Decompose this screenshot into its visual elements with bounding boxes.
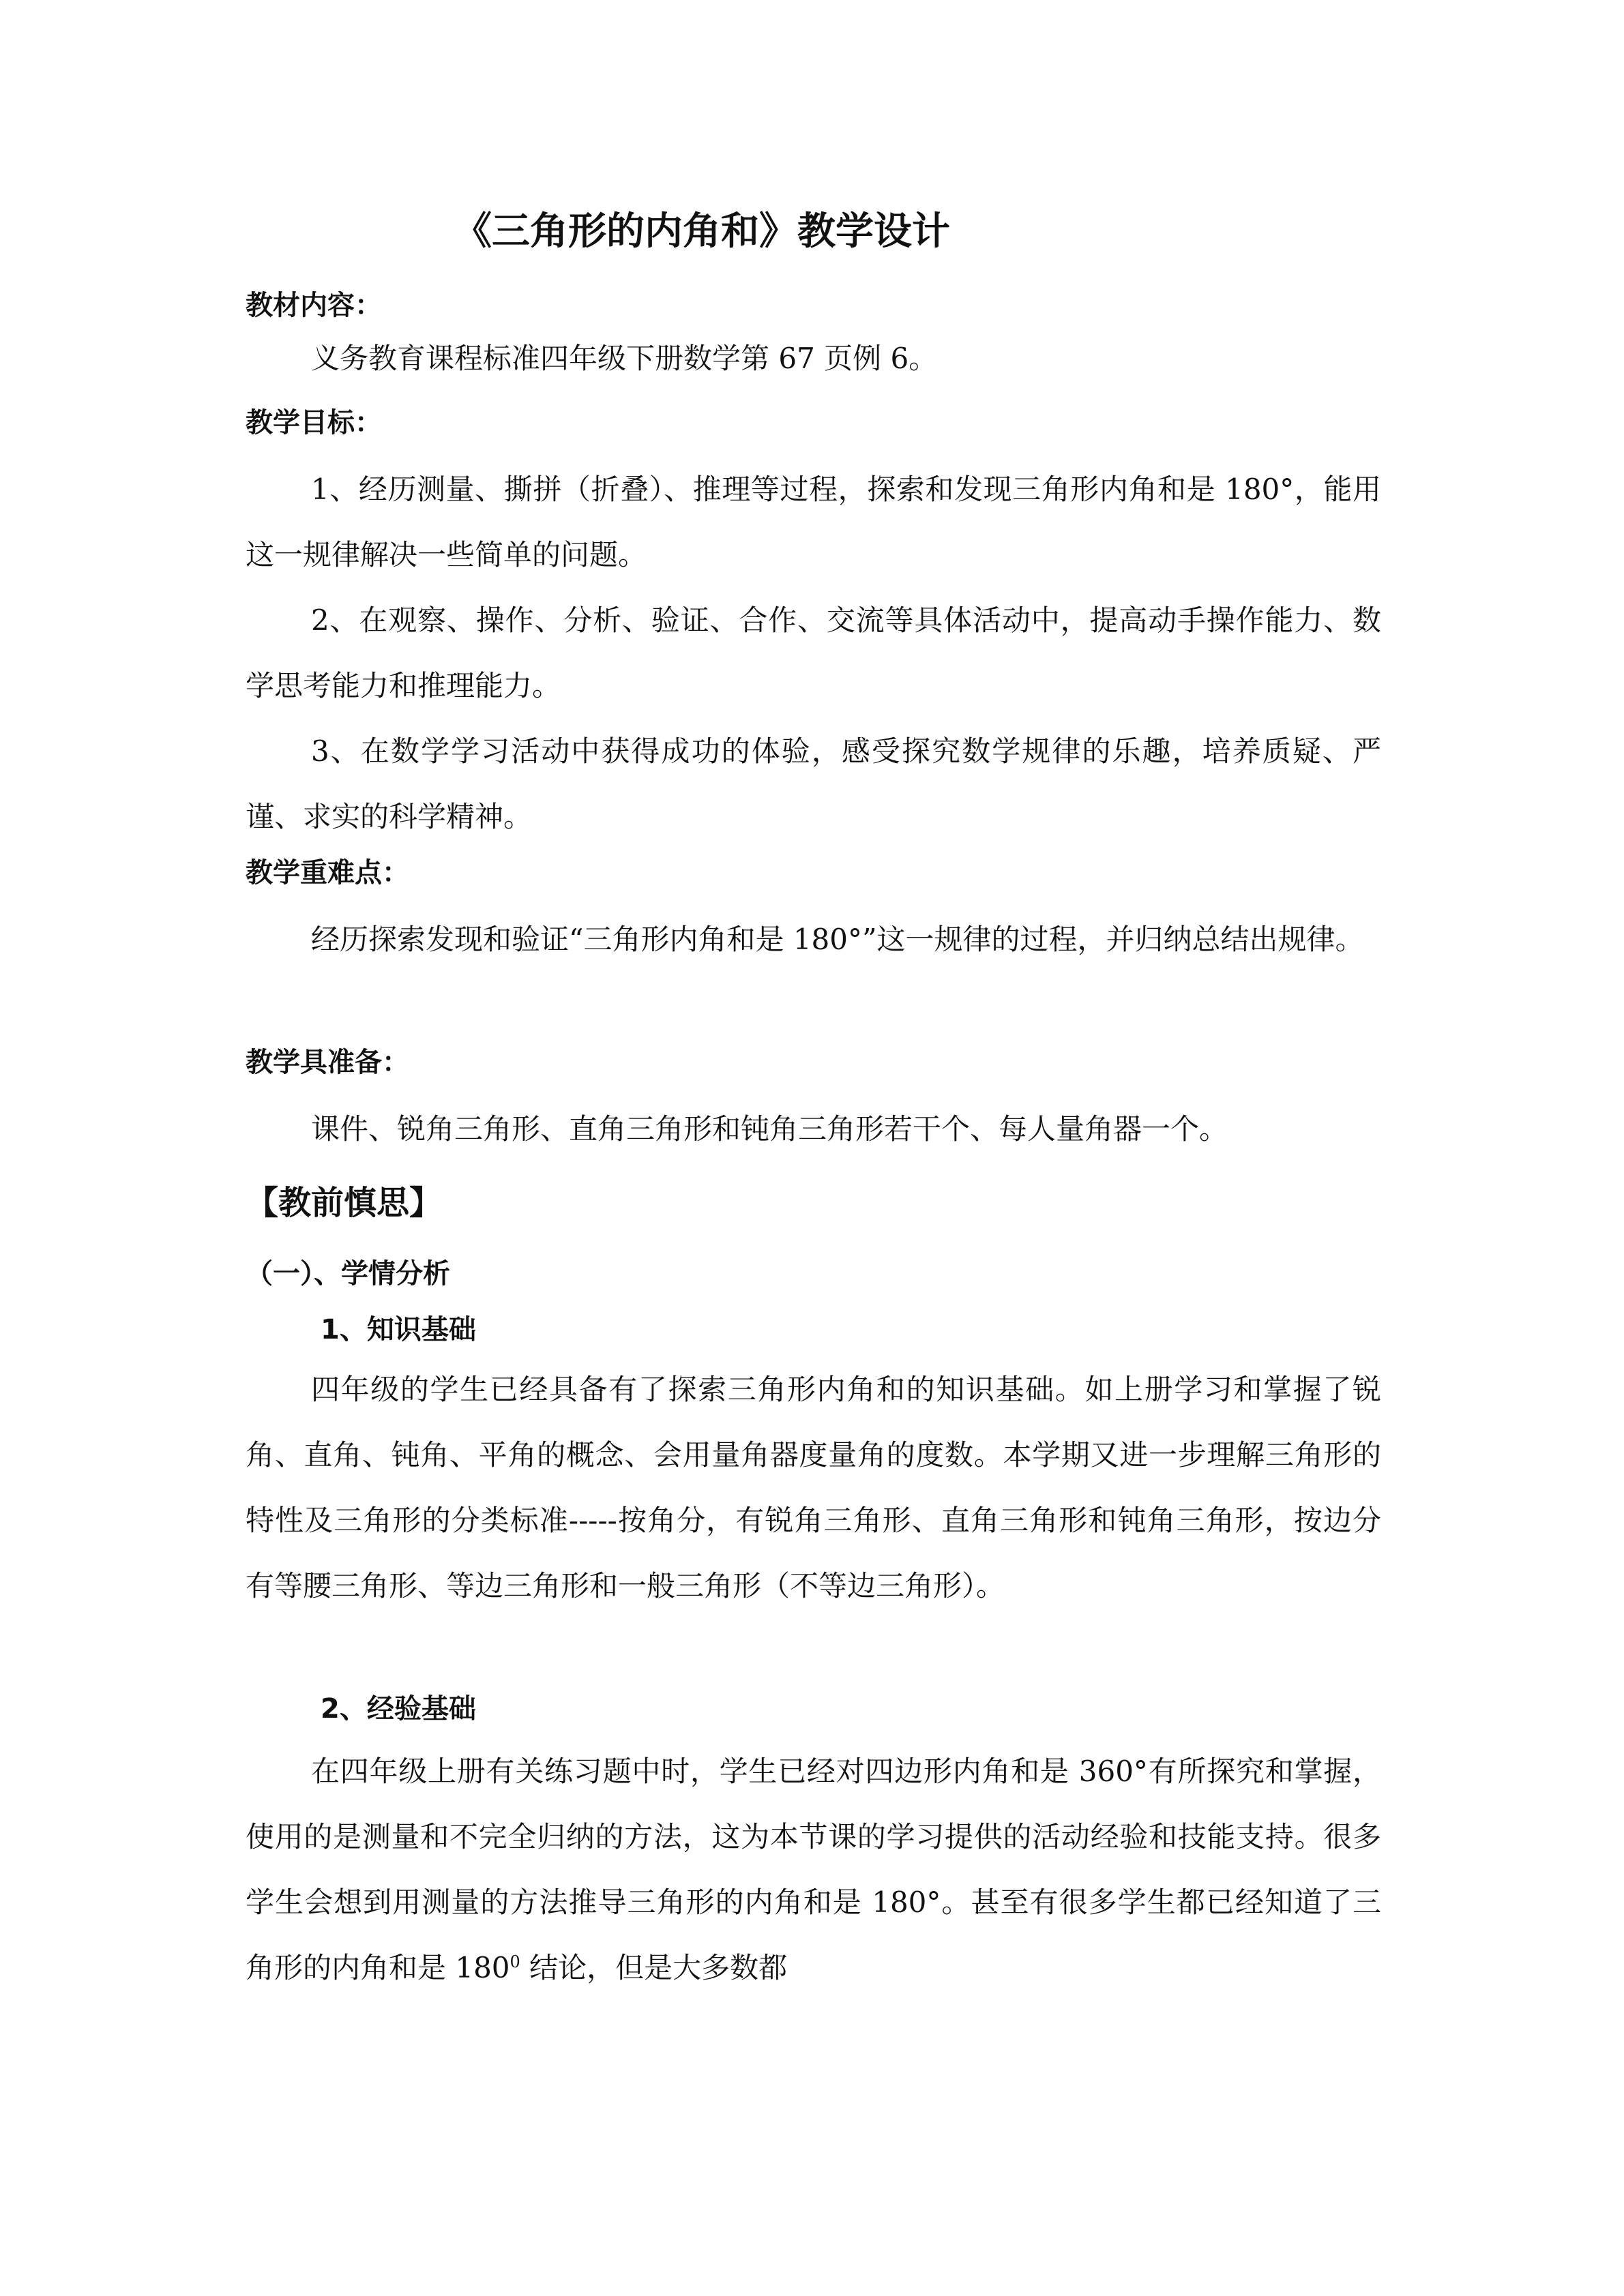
objectives-heading: 教学目标： [246,407,382,438]
material-heading: 教材内容： [246,290,382,321]
key-points-text: 经历探索发现和验证“三角形内角和是 180°”这一规律的过程，并归纳总结出规律。 [311,923,1364,956]
degree-superscript: 0 [510,1952,520,1971]
materials-prep-text: 课件、锐角三角形、直角三角形和钝角三角形若干个、每人量角器一个。 [311,1112,1228,1146]
document-title: 《三角形的内角和》教学设计 [454,209,950,254]
materials-prep-heading: 教学具准备： [246,1047,409,1078]
objective-item-2: 2、在观察、操作、分析、验证、合作、交流等具体活动中，提高动手操作能力、数学思考能力和推理能力。 [246,603,1381,702]
objective-item-1: 1、经历测量、撕拼（折叠）、推理等过程，探索和发现三角形内角和是 180°，能用这一规律解决一些简单的问题。 [246,473,1381,571]
key-points-heading: 教学重难点： [246,857,409,889]
analysis-subsection-heading: （一）、学情分析 [246,1258,450,1289]
experience-heading: 2、经验基础 [321,1693,476,1725]
experience-text [246,1739,1381,2001]
knowledge-heading: 1、知识基础 [321,1314,476,1345]
knowledge-text: 四年级的学生已经具备有了探索三角形内角和的知识基础。如上册学习和掌握了锐角、直角、钝角、平角的概念、会用量角器度量角的度数。本学期又进一步理解三角形的特性及三角形的分类标准-----按角分，有锐角三角形、直角三角形和钝角三角形，按边分有等腰三角形、等边三角形和一般三角形（不等边三角形）。 [246,1373,1381,1602]
pre-thinking-heading: 【教前慎思】 [246,1184,443,1222]
material-text: 义务教育课程标准四年级下册数学第 67 页例 6。 [311,342,938,375]
experience-text-main: 在四年级上册有关练习题中时，学生已经对四边形内角和是 360°有所探究和掌握，使用的是测量和不完全归纳的方法，这为本节课的学习提供的活动经验和技能支持。很多学生会想到用测量的方法推导三角形的内角和是 180°。甚至有很多学生都已经知道了三角形的内角和是 180 [246,1755,1381,1984]
experience-text-end: 结论，但是大多数都 [520,1951,788,1984]
objective-item-3: 3、在数学学习活动中获得成功的体验，感受探究数学规律的乐趣，培养质疑、严谨、求实的科学精神。 [246,734,1381,833]
